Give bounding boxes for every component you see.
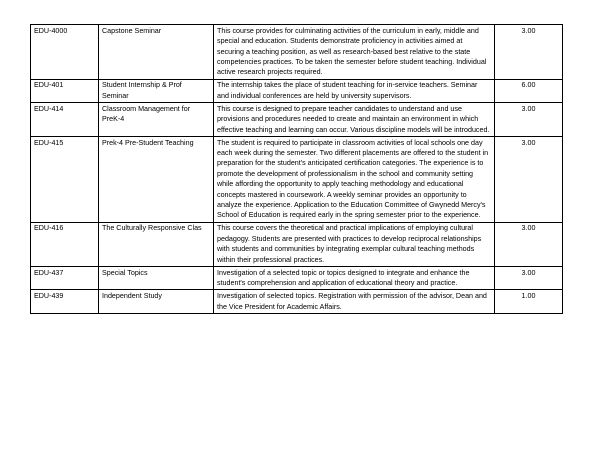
course-title-text: Student Internship & Prof Seminar bbox=[102, 81, 182, 100]
course-code: EDU-437 bbox=[31, 266, 99, 289]
course-credits: 6.00 bbox=[495, 79, 563, 102]
course-title bbox=[99, 79, 214, 102]
course-table bbox=[30, 24, 563, 314]
table-row bbox=[31, 103, 563, 137]
course-credits: 3.00 bbox=[495, 136, 563, 222]
course-title bbox=[99, 136, 214, 222]
course-title-text: Prek-4 Pre-Student Teaching bbox=[102, 138, 194, 147]
course-credits: 3.00 bbox=[495, 25, 563, 80]
course-description: This course provides for culminating activities of the curriculum in early, middle and special and education. Students demonstrate proficiency in activities aimed at securing a teaching position, as well as research-based best relative to the state competencies practices. To be taken the semester before student teaching. Individual active research projects required. bbox=[214, 25, 495, 80]
table-row bbox=[31, 79, 563, 102]
course-title bbox=[99, 266, 214, 289]
course-title bbox=[99, 103, 214, 137]
course-code: EDU-401 bbox=[31, 79, 99, 102]
course-description: This course is designed to prepare teacher candidates to understand and use provisions and procedures needed to create and maintain an environment in which effective teaching and learning can occur. Various discipline models will be introduced. bbox=[214, 103, 495, 137]
course-description: Investigation of selected topics. Registration with permission of the advisor, Dean and the Vice President for Academic Affairs. bbox=[214, 290, 495, 313]
course-credits: 3.00 bbox=[495, 266, 563, 289]
course-code: EDU-439 bbox=[31, 290, 99, 313]
course-title-text: The Culturally Responsive Clas bbox=[102, 224, 202, 233]
course-credits: 3.00 bbox=[495, 103, 563, 137]
course-title-text: Independent Study bbox=[102, 292, 162, 301]
table-row bbox=[31, 136, 563, 222]
table-row bbox=[31, 266, 563, 289]
course-title-text: Capstone Seminar bbox=[102, 26, 162, 35]
course-title bbox=[99, 25, 214, 80]
course-title-text: Classroom Management for PreK-4 bbox=[102, 104, 191, 124]
course-description: Investigation of a selected topic or topics designed to integrate and enhance the student's comprehension and application of educational theory and practice. bbox=[214, 266, 495, 289]
table-row bbox=[31, 222, 563, 266]
course-title-text: Special Topics bbox=[102, 268, 148, 277]
course-description: The internship takes the place of student teaching for in-service teachers. Seminar and individual conferences are held by university supervisors. bbox=[214, 79, 495, 102]
course-code: EDU-415 bbox=[31, 136, 99, 222]
course-credits: 3.00 bbox=[495, 222, 563, 266]
course-code: EDU-416 bbox=[31, 222, 99, 266]
course-description: The student is required to participate in classroom activities of local schools one day each week during the semester. Two different placements are offered to the student in preparation for the student's anticipated certification categories. The experience is to promote the development of professionalism in the school and community setting while affording the opportunity to apply teaching methodology and educational concepts mastered in coursework. A weekly seminar provides an opportunity to analyze the experience. Application to the Education Committee of Gwynedd Mercy's School of Education is required early in the spring semester prior to the experience. bbox=[214, 136, 495, 222]
course-code: EDU-4000 bbox=[31, 25, 99, 80]
course-title bbox=[99, 290, 214, 313]
table-row bbox=[31, 290, 563, 313]
course-description: This course covers the theoretical and practical implications of employing cultural pedagogy. Students are presented with practices to develop reciprocal relationships with students and communities by integrating exemplar cultural teaching methods within their professional practices. bbox=[214, 222, 495, 266]
course-credits: 1.00 bbox=[495, 290, 563, 313]
course-title bbox=[99, 222, 214, 266]
course-code: EDU-414 bbox=[31, 103, 99, 137]
table-row bbox=[31, 25, 563, 80]
